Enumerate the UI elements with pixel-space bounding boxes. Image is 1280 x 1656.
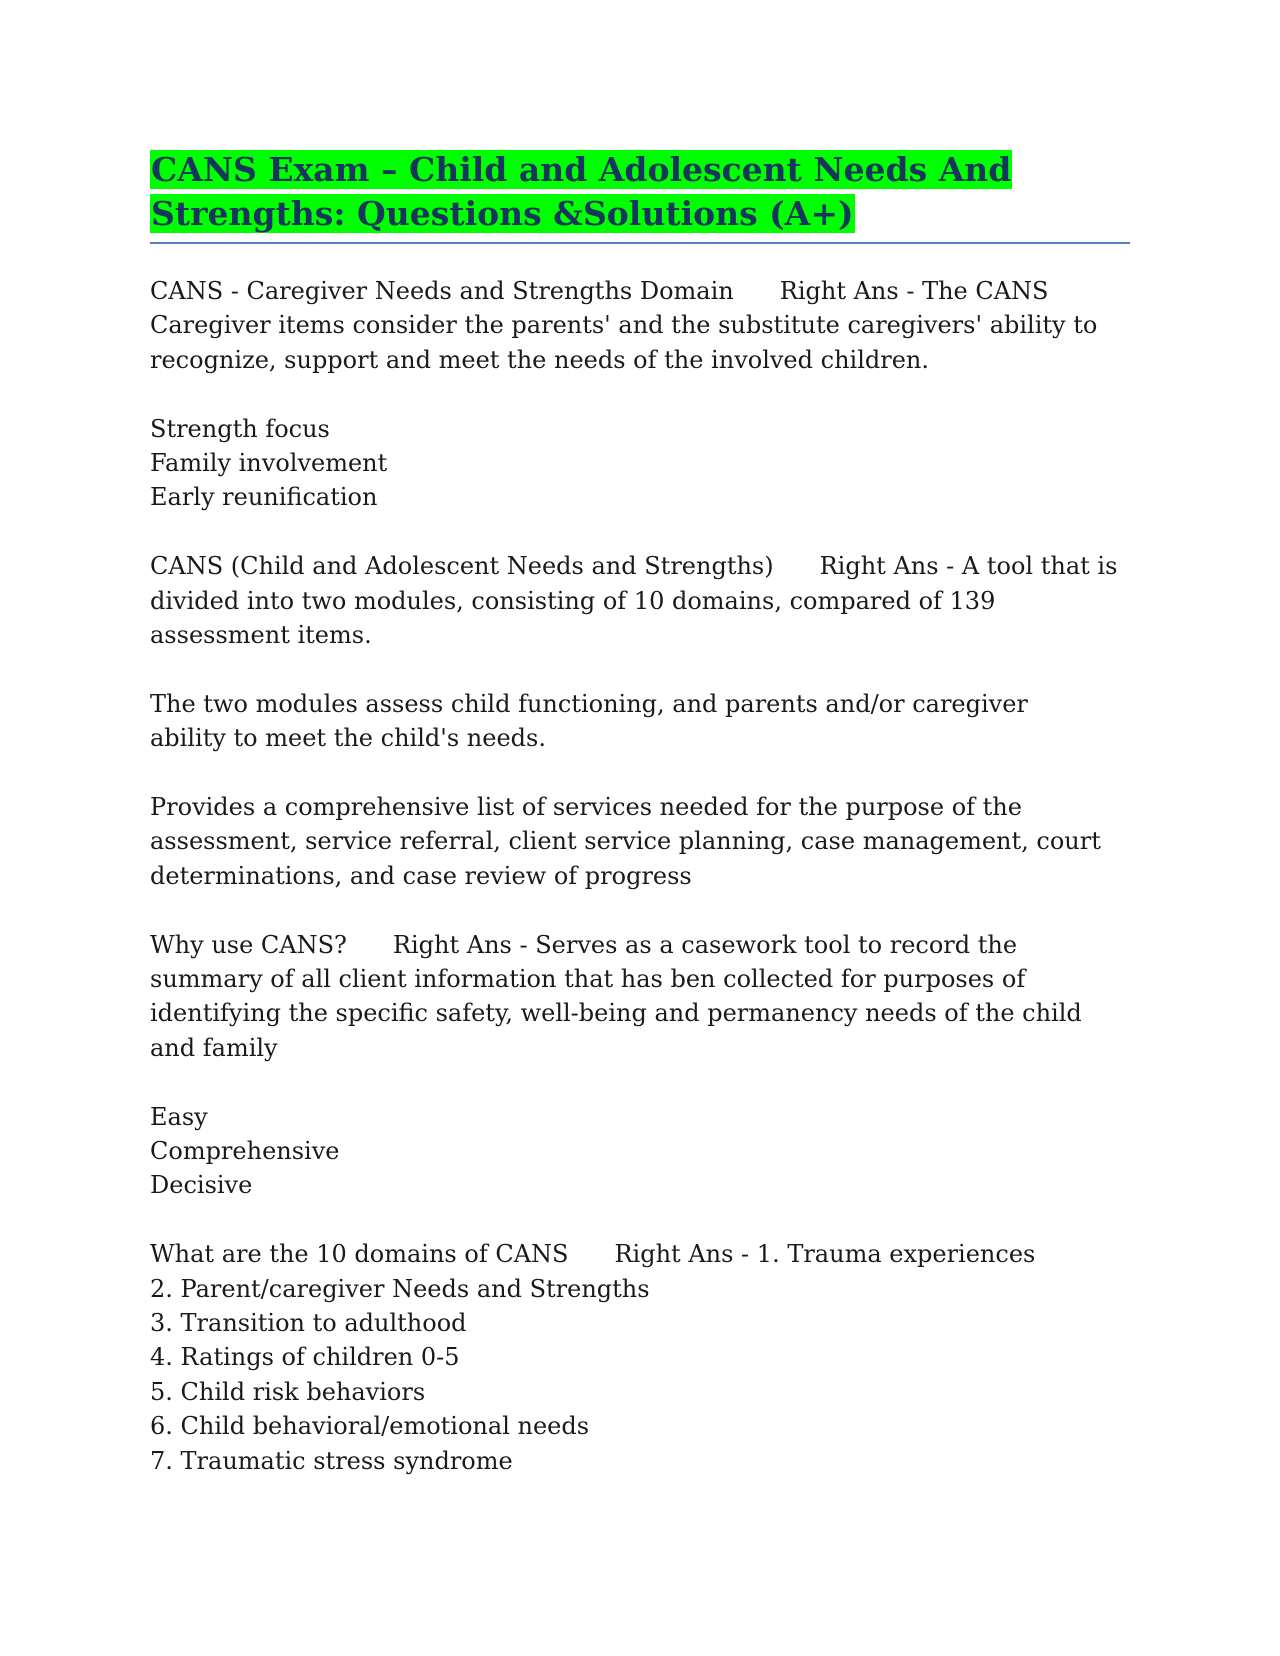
list-item: Easy	[150, 1102, 208, 1131]
title-line-1: CANS Exam – Child and Adolescent Needs And	[151, 150, 1012, 189]
answer-text: Right Ans - 1. Trauma experiences	[614, 1240, 1036, 1269]
answer-text: Right Ans - A tool that is	[819, 552, 1118, 581]
title-divider	[150, 242, 1130, 244]
qa-line	[150, 928, 1130, 962]
qa-line	[150, 1237, 1130, 1271]
question-text: CANS (Child and Adolescent Needs and Strengths)	[150, 552, 774, 581]
domain-item: 6. Child behavioral/emotional needs	[150, 1412, 590, 1441]
domain-item: 2. Parent/caregiver Needs and Strengths	[150, 1274, 650, 1303]
answer-line: Caregiver items consider the parents' and the substitute caregivers' ability to	[150, 311, 1098, 340]
text-line: determinations, and case review of progress	[150, 861, 692, 890]
qa-ten-domains	[150, 1237, 1130, 1478]
domain-item: 7. Traumatic stress syndrome	[150, 1446, 513, 1475]
list-item: Decisive	[150, 1171, 253, 1200]
domain-item: 3. Transition to adulthood	[150, 1309, 467, 1338]
answer-line: divided into two modules, consisting of 10 domains, compared of 139	[150, 586, 996, 615]
qa-cans-definition	[150, 549, 1130, 652]
list-item: Comprehensive	[150, 1137, 340, 1166]
title-line-2: Strengths: Questions &Solutions (A+)	[151, 194, 854, 233]
text-line: The two modules assess child functioning, and parents and/or caregiver	[150, 689, 1028, 718]
text-line: ability to meet the child's needs.	[150, 724, 546, 753]
qa-caregiver-domain	[150, 274, 1130, 377]
list-caregiver-focus	[150, 412, 1130, 515]
qa-line	[150, 549, 1130, 583]
document-page	[150, 148, 1130, 1513]
question-text: What are the 10 domains of CANS	[150, 1240, 569, 1269]
answer-line: assessment items.	[150, 621, 372, 650]
question-text: Why use CANS?	[150, 930, 347, 959]
document-body	[150, 274, 1130, 1478]
answer-line: summary of all client information that has ben collected for purposes of	[150, 965, 1026, 994]
document-title	[150, 148, 1130, 236]
qa-line	[150, 274, 1130, 308]
list-item: Family involvement	[150, 449, 388, 478]
list-cans-qualities	[150, 1100, 1130, 1203]
domain-item: 4. Ratings of children 0-5	[150, 1343, 460, 1372]
question-text: CANS - Caregiver Needs and Strengths Domain	[150, 277, 734, 305]
text-line: assessment, service referral, client service planning, case management, court	[150, 827, 1101, 856]
qa-why-use-cans	[150, 928, 1130, 1066]
text-line: Provides a comprehensive list of services needed for the purpose of the	[150, 793, 1022, 822]
para-services	[150, 790, 1130, 893]
domain-item: 5. Child risk behaviors	[150, 1377, 426, 1406]
answer-text: Right Ans - The CANS	[779, 277, 1049, 305]
list-item: Early reunification	[150, 483, 378, 512]
para-modules	[150, 687, 1130, 756]
answer-line: identifying the specific safety, well-being and permanency needs of the child	[150, 999, 1082, 1028]
answer-line: and family	[150, 1033, 278, 1062]
list-item: Strength focus	[150, 414, 330, 443]
answer-line: recognize, support and meet the needs of the involved children.	[150, 345, 930, 374]
answer-text: Right Ans - Serves as a casework tool to record the	[392, 930, 1018, 959]
